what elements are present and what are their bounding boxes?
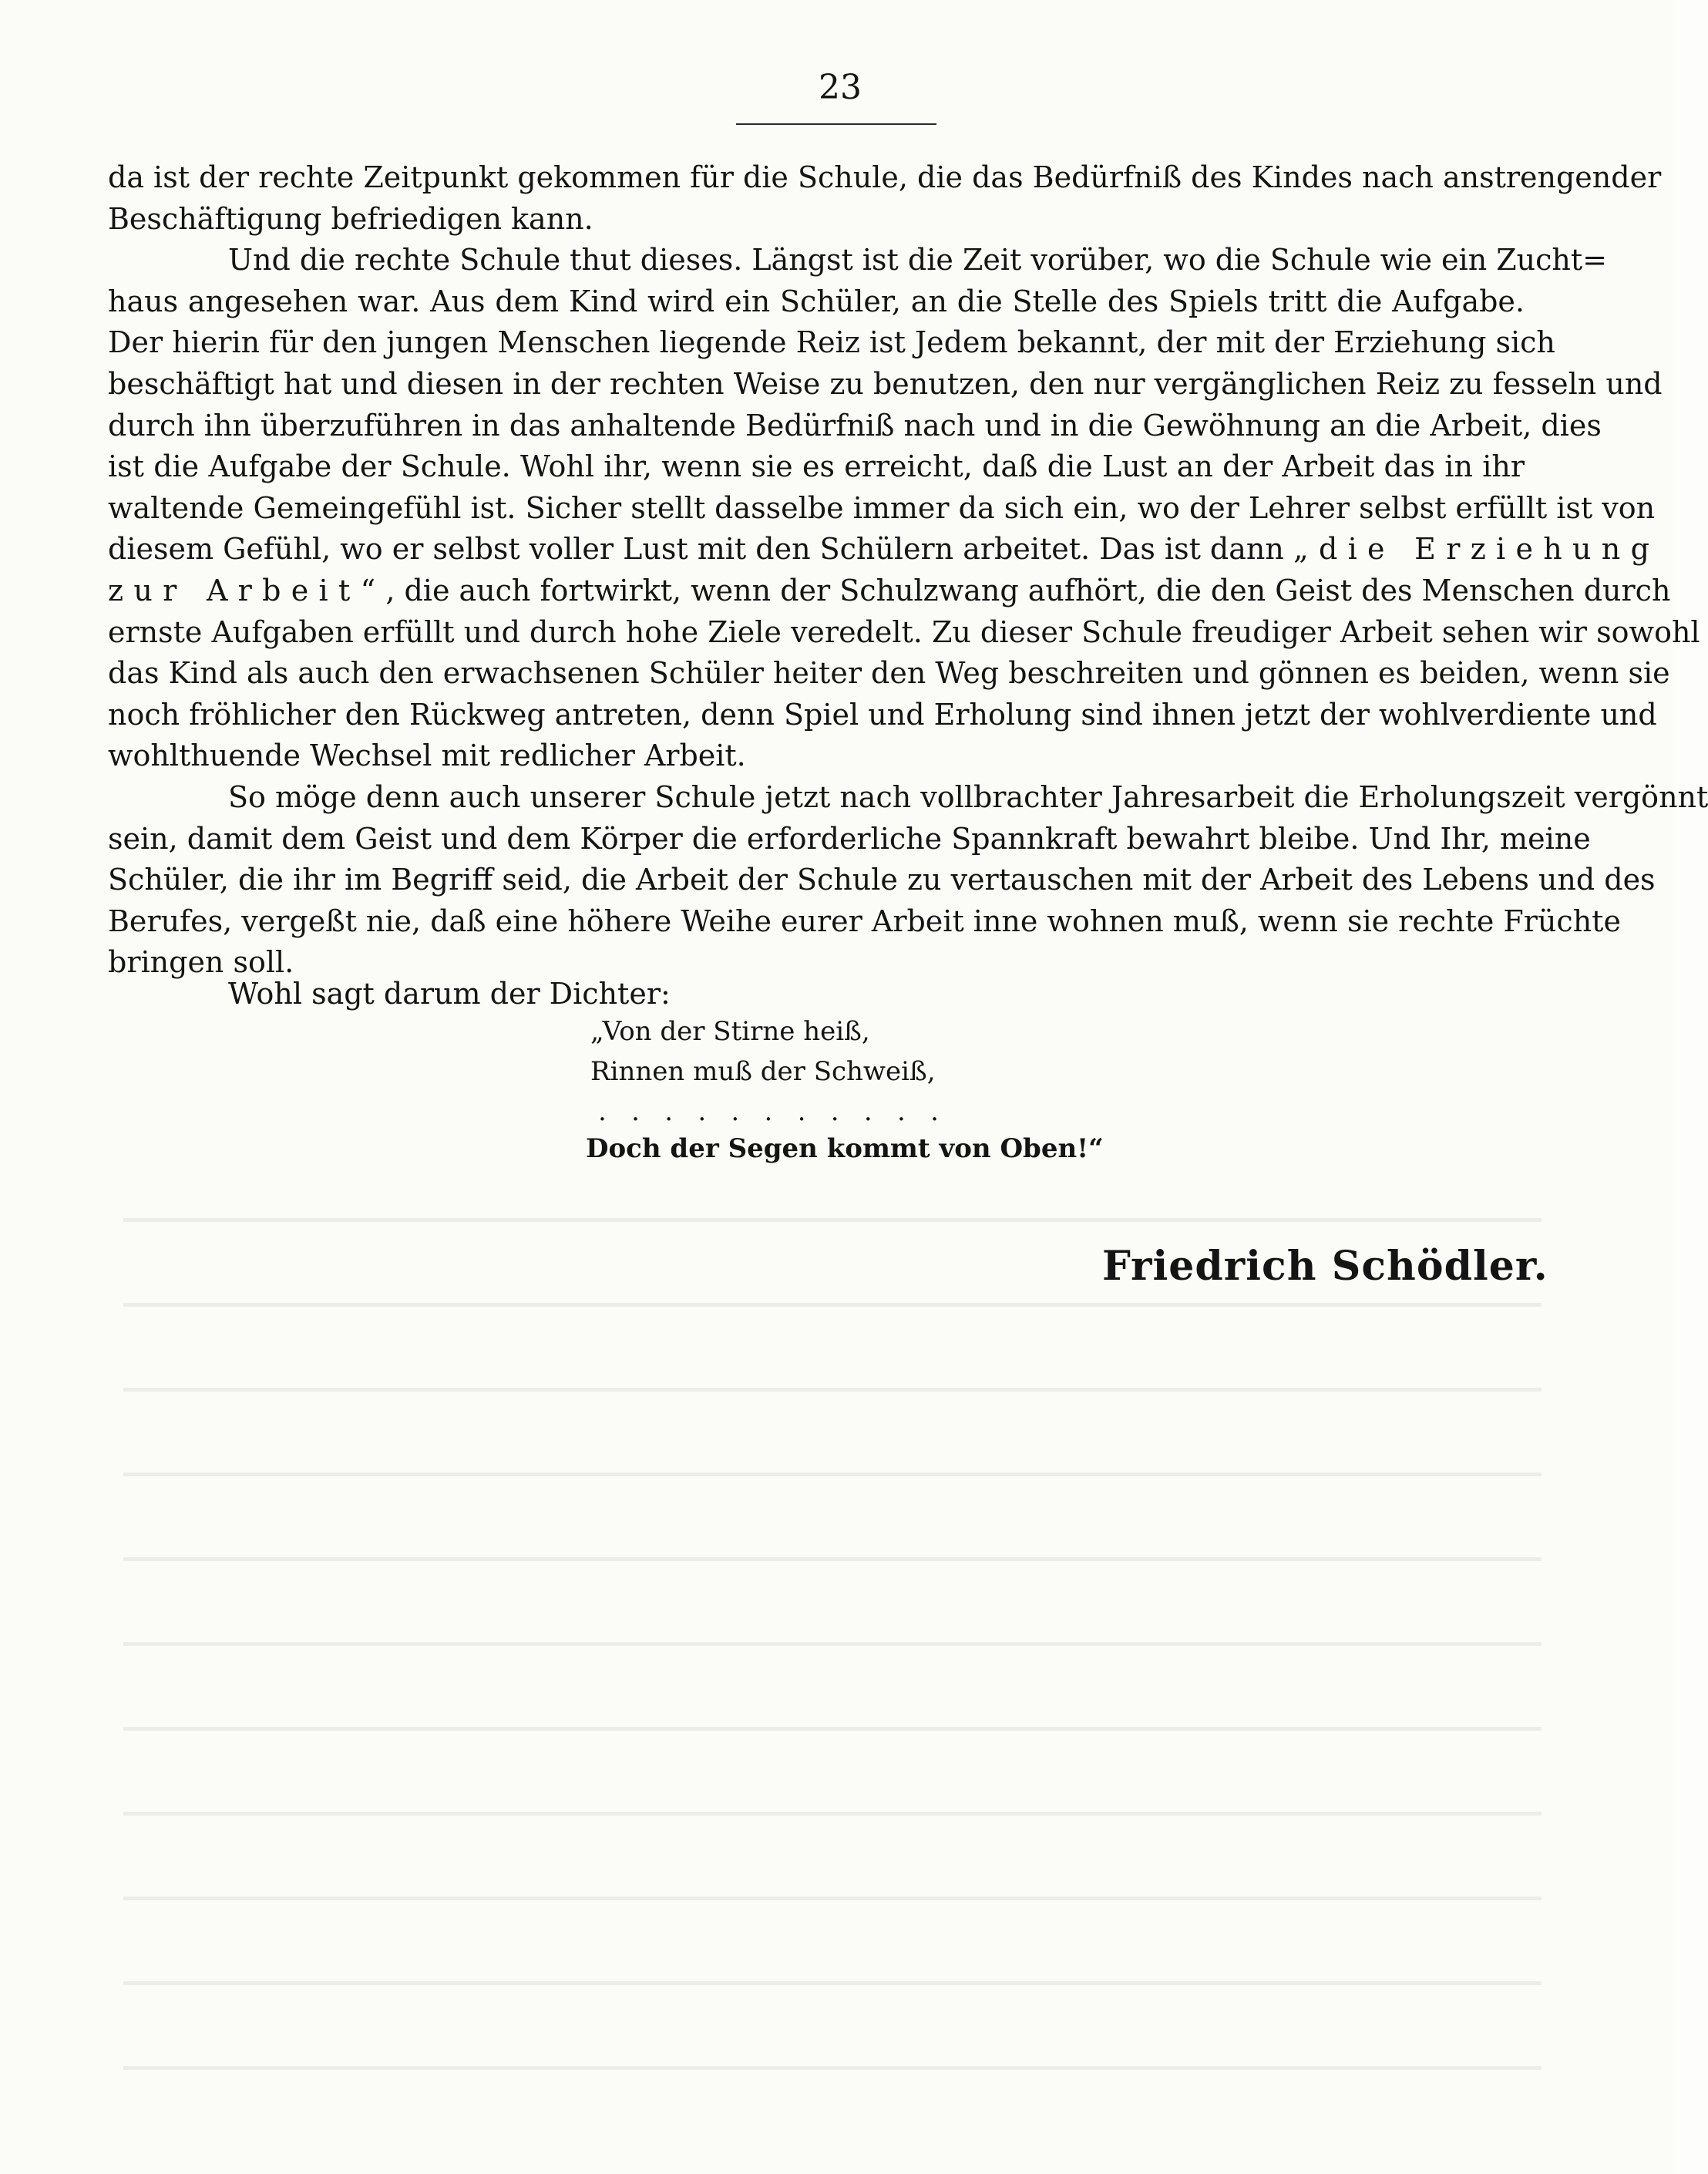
verse-line: Rinnen muß der Schweiß, xyxy=(590,1056,936,1087)
text-line: So möge denn auch unserer Schule jetzt nach vollbrachter Jahresarbeit die Erholungszeit vergönnt xyxy=(228,779,1708,814)
text-line xyxy=(108,529,1660,570)
text-line: Der hierin für den jungen Menschen liegende Reiz ist Jedem bekannt, der mit der Erziehung sich xyxy=(108,325,1555,360)
text-line: wohlthuende Wechsel mit redlicher Arbeit. xyxy=(108,739,746,773)
text-line: waltende Gemeingefühl ist. Sicher stellt dasselbe immer da sich ein, wo der Lehrer selbst erfüllt ist von xyxy=(108,490,1656,525)
verse-line: Doch der Segen kommt von Oben!“ xyxy=(586,1133,1104,1164)
bleed-through-line xyxy=(123,1812,1542,1816)
text-line: durch ihn überzuführen in das anhaltende Bedürfniß nach und in die Gewöhnung an die Arbeit, dies xyxy=(108,408,1602,443)
bleed-through-line xyxy=(123,1218,1542,1222)
emphasized-text: „die Erziehung xyxy=(1293,532,1660,567)
text-line: beschäftigt hat und diesen in der rechten Weise zu benutzen, den nur vergänglichen Reiz zu fesseln und xyxy=(108,366,1663,401)
text-line: haus angesehen war. Aus dem Kind wird ein Schüler, an die Stelle des Spiels tritt die Aufgabe. xyxy=(108,284,1525,318)
bleed-through-line xyxy=(123,2066,1542,2070)
verse-intro: Wohl sagt darum der Dichter: xyxy=(228,977,671,1011)
verse-line: „Von der Stirne heiß, xyxy=(590,1016,870,1047)
bleed-through-line xyxy=(123,1303,1542,1307)
text-line: noch fröhlicher den Rückweg antreten, denn Spiel und Erholung sind ihnen jetzt der wohlverdiente und xyxy=(108,697,1657,732)
text-line: Berufes, vergeßt nie, daß eine höhere Weihe eurer Arbeit inne wohnen muß, wenn sie rechte Früchte xyxy=(108,904,1621,938)
verse-ellipsis: ........... xyxy=(598,1096,964,1127)
text-line: da ist der rechte Zeitpunkt gekommen für die Schule, die das Bedürfniß des Kindes nach anstrengender xyxy=(108,160,1662,194)
bleed-through-line xyxy=(123,1642,1542,1646)
body-text xyxy=(108,157,1708,984)
text-segment: , die auch fortwirkt, wenn der Schulzwang aufhört, die den Geist des Menschen durch xyxy=(385,573,1671,607)
verse-quote xyxy=(586,1011,1104,1169)
bleed-through-line xyxy=(123,1896,1542,1900)
author-signature: Friedrich Schödler. xyxy=(1102,1243,1548,1290)
text-line: bringen soll. xyxy=(108,945,294,980)
bleed-through-line xyxy=(123,1981,1542,1985)
text-line: das Kind als auch den erwachsenen Schüler heiter den Weg beschreiten und gönnen es beiden, wenn sie xyxy=(108,656,1670,691)
bleed-through-line xyxy=(123,1557,1542,1561)
text-line: Beschäftigung befriedigen kann. xyxy=(108,201,593,236)
emphasized-text: zur Arbeit“ xyxy=(108,573,386,607)
bleed-through-line xyxy=(123,1727,1542,1731)
text-line xyxy=(108,570,1671,612)
text-segment: diesem Gefühl, wo er selbst voller Lust mit den Schülern arbeitet. Das ist dann xyxy=(108,532,1284,567)
bleed-through-line xyxy=(123,1388,1542,1392)
text-line: ernste Aufgaben erfüllt und durch hohe Ziele veredelt. Zu dieser Schule freudiger Arbeit sehen wir sowohl xyxy=(108,614,1700,649)
text-line: Schüler, die ihr im Begriff seid, die Arbeit der Schule zu vertauschen mit der Arbeit des Lebens und des xyxy=(108,863,1656,897)
text-line: ist die Aufgabe der Schule. Wohl ihr, wenn sie es erreicht, daß die Lust an der Arbeit das in ihr xyxy=(108,449,1525,484)
page-number-rule xyxy=(736,123,936,125)
text-line: sein, damit dem Geist und dem Körper die erforderliche Spannkraft bewahrt bleibe. Und Ihr, meine xyxy=(108,821,1591,856)
text-line: Und die rechte Schule thut dieses. Längst ist die Zeit vorüber, wo die Schule wie ein Zucht= xyxy=(228,243,1607,278)
bleed-through-line xyxy=(123,1472,1542,1476)
page-number: 23 xyxy=(819,68,862,107)
